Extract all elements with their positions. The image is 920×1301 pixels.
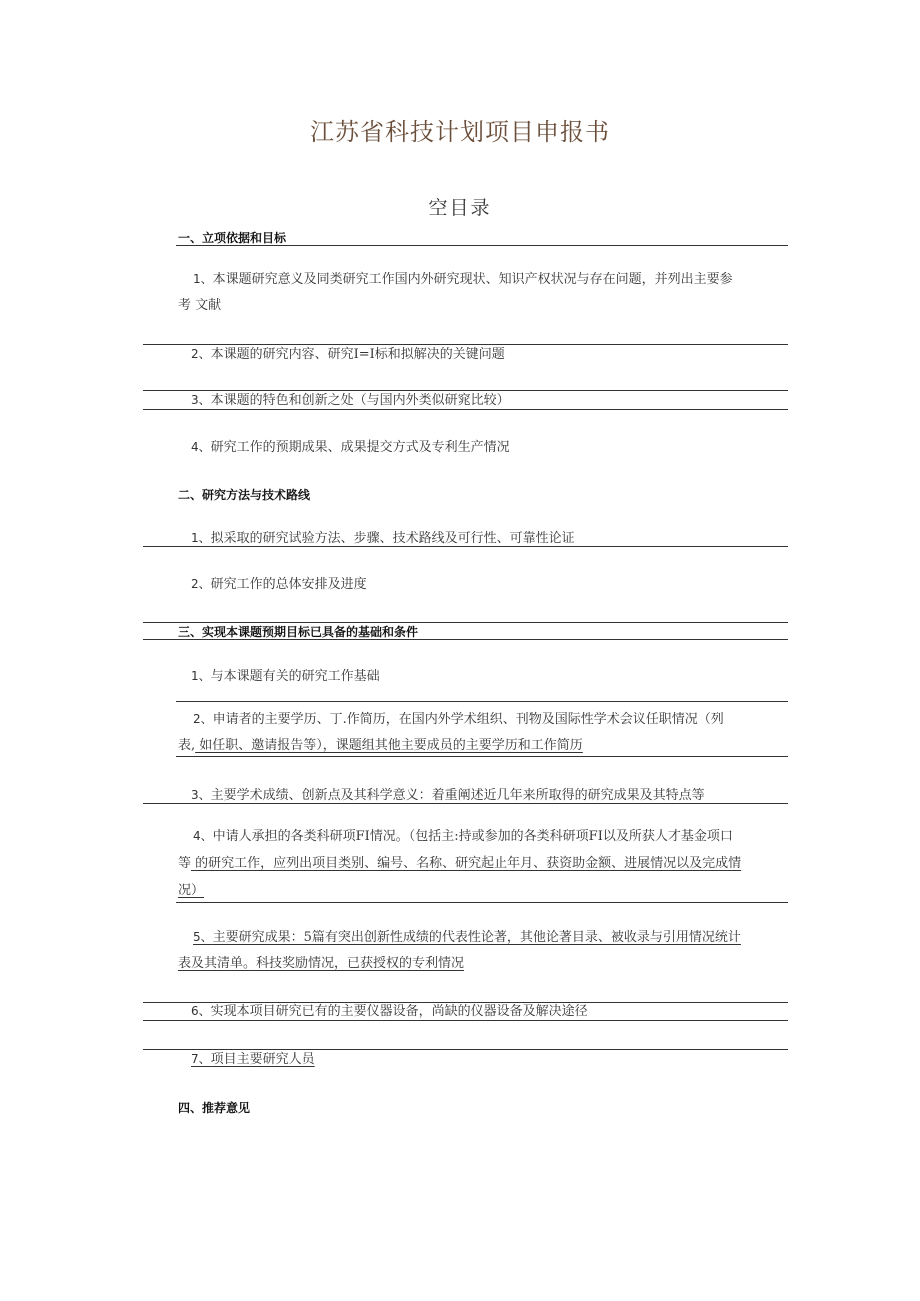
item-text: 本课题的研究内容、研究I=I标和拟解决的关键问题 bbox=[210, 347, 505, 362]
list-item bbox=[193, 266, 733, 293]
item-text: 实现本项目研究已有的主要仪器设备，尚缺的仪器设备及解决途径 bbox=[210, 1004, 588, 1019]
item-text: 本课题研究意义及同类研究工作国内外研究现状、知识产权状况与存在问题，并列出主要参 bbox=[212, 272, 733, 287]
item-number: 1、 bbox=[193, 272, 213, 286]
item-text: 申请者的主要学历、丁.作简历，在国内外学术组织、刊物及国际性学术会议任职情况（列 bbox=[212, 712, 724, 727]
section-heading-3: 三、实现本课题预期目标已具备的基础和条件 bbox=[178, 625, 419, 639]
item-number: 2、 bbox=[193, 712, 213, 726]
item-text: 中请人承担的各类科研项FI情况。（包括主:持或参加的各类科研项FI以及所获人才基金项口 bbox=[212, 829, 733, 844]
item-text: 本课题的特色和创新之处（与国内外类似研窕比较） bbox=[210, 393, 510, 408]
continuation-lead: 表, bbox=[178, 738, 196, 753]
divider bbox=[143, 409, 788, 410]
item-number: 6、 bbox=[191, 1004, 211, 1018]
section-heading-1: 一、立项依据和目标 bbox=[178, 231, 287, 245]
item-number: 3、 bbox=[191, 788, 211, 802]
divider bbox=[143, 803, 788, 804]
section-heading-2: 二、研究方法与技术路线 bbox=[178, 488, 311, 502]
continuation-text: 如任职、邀请报告等），课题组其他主要成员的主要学历和工作简历 bbox=[195, 738, 583, 753]
section-heading-4: 四、推荐意见 bbox=[178, 1101, 251, 1115]
item-number: 1、 bbox=[191, 669, 211, 683]
list-item-continuation bbox=[178, 851, 741, 877]
item-text: 主要学术成绩、创新点及其科学意义：着重阐述近几年来所取得的研究成果及其特点等 bbox=[210, 788, 705, 803]
divider bbox=[143, 1020, 788, 1021]
item-number: 1、 bbox=[191, 531, 211, 545]
item-number: 4、 bbox=[191, 440, 211, 454]
item-text: 研究工作的总体安排及进度 bbox=[210, 577, 367, 592]
item-number: 7、 bbox=[191, 1052, 211, 1066]
list-item bbox=[193, 823, 733, 850]
item-text: 主要研究成果：5篇有突出创新性成绩的代表性论著，其他论著目录、被收录与引用情况统计 bbox=[212, 930, 741, 945]
item-text: 项目主要研究人员 bbox=[210, 1052, 315, 1067]
item-number: 2、 bbox=[191, 577, 211, 591]
toc-title: 空目录 bbox=[428, 197, 492, 219]
item-number: 5、 bbox=[193, 930, 213, 944]
divider bbox=[176, 245, 788, 246]
item-number: 4、 bbox=[193, 829, 213, 843]
list-item bbox=[193, 924, 741, 951]
list-item bbox=[191, 1046, 315, 1073]
document-title: 江苏省科技计划项目申报书 bbox=[310, 118, 610, 146]
item-text: 拟采取的研究试验方法、步骤、技术路线及可行性、可靠性论证 bbox=[210, 531, 575, 546]
list-item-continuation: 况） bbox=[178, 883, 205, 898]
list-item bbox=[191, 782, 705, 809]
item-text: 研究工作的预期成果、成果提交方式及专利生产情况 bbox=[210, 440, 510, 455]
list-item bbox=[191, 571, 367, 598]
divider bbox=[143, 546, 788, 547]
list-item bbox=[191, 434, 510, 461]
list-item bbox=[191, 525, 575, 552]
divider bbox=[143, 639, 788, 640]
divider bbox=[176, 902, 788, 903]
divider bbox=[176, 756, 788, 757]
continuation-lead: 等 bbox=[178, 856, 192, 871]
list-item bbox=[193, 706, 724, 733]
item-number: 3、 bbox=[191, 393, 211, 407]
list-item bbox=[191, 663, 380, 690]
list-item-continuation: 考 文献 bbox=[178, 298, 222, 313]
continuation-text: 的研究工作，应列出项目类别、编号、名称、研究起止年月、获资助金额、进展情况以及完成情 bbox=[191, 856, 742, 871]
divider bbox=[176, 701, 788, 702]
list-item-continuation: 表及其清单。科技奖励情况，已获授权的专利情况 bbox=[178, 956, 465, 971]
item-text: 与本课题有关的研究工作基础 bbox=[210, 669, 380, 684]
list-item bbox=[191, 341, 505, 368]
item-number: 2、 bbox=[191, 347, 211, 361]
